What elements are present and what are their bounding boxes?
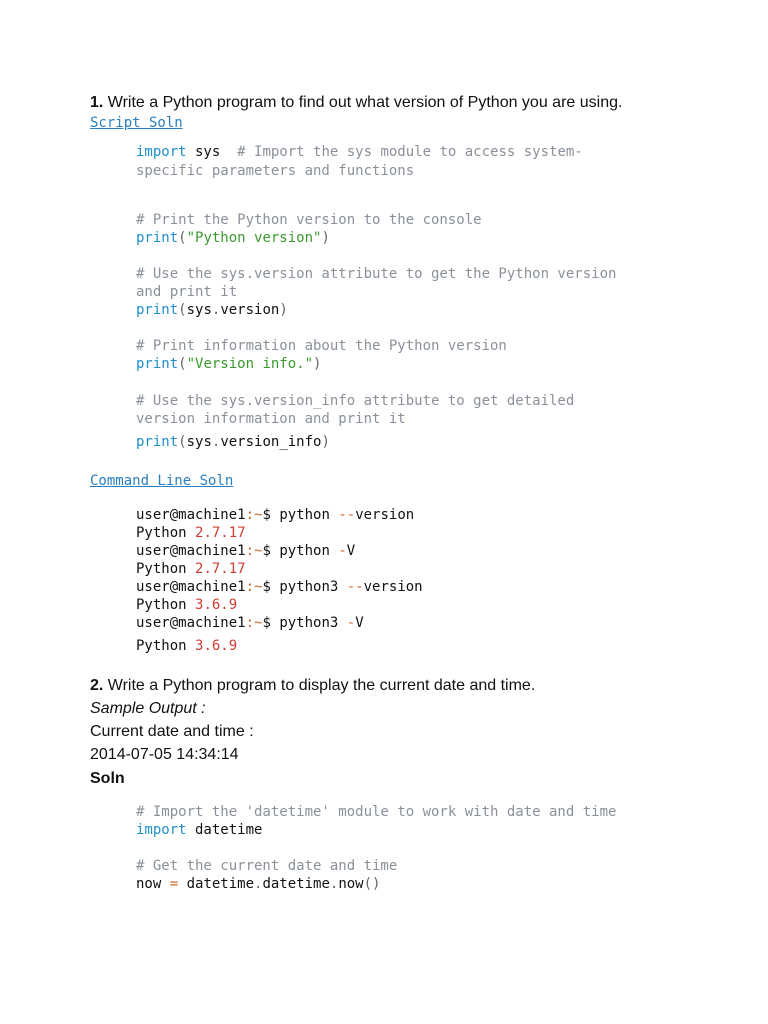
function-name: print <box>136 230 179 246</box>
prompt-tilde: ~ <box>254 579 263 595</box>
code-comment: specific parameters and functions <box>136 163 415 179</box>
paren: ) <box>321 434 330 450</box>
sample-output-line: Current date and time : <box>90 723 254 740</box>
command: python3 <box>279 615 347 631</box>
code-line <box>136 433 330 451</box>
soln-label: Soln <box>90 770 125 787</box>
question-text: Write a Python program to display the current date and time. <box>103 677 536 694</box>
prompt-dollar: $ <box>262 507 280 523</box>
identifier: version <box>220 302 280 318</box>
prompt-colon: : <box>245 615 255 631</box>
version-number: 3.6.9 <box>195 638 238 654</box>
module-name: datetime <box>186 822 263 838</box>
paren: ) <box>279 302 288 318</box>
code-line <box>136 265 616 283</box>
flag-name: V <box>346 543 356 559</box>
prompt-dollar: $ <box>262 543 280 559</box>
dot: . <box>329 876 339 892</box>
question-1-heading <box>90 93 622 113</box>
version-number: 2.7.17 <box>195 525 246 541</box>
function-name: print <box>136 302 179 318</box>
flag-dashes: -- <box>346 579 364 595</box>
identifier: now <box>136 876 170 892</box>
code-line <box>136 162 414 180</box>
command: python <box>279 543 339 559</box>
function-name: print <box>136 356 179 372</box>
code-comment: # Use the sys.version_info attribute to get detailed <box>136 393 575 409</box>
flag-name: V <box>355 615 364 631</box>
version-number: 2.7.17 <box>195 561 246 577</box>
question-number: 1. <box>90 94 104 111</box>
code-comment: # Print information about the Python version <box>136 338 507 354</box>
prompt-colon: : <box>245 579 255 595</box>
question-text: Write a Python program to find out what version of Python you are using. <box>103 94 623 111</box>
paren: ( <box>178 230 187 246</box>
prompt-dollar: $ <box>262 579 280 595</box>
dot: . <box>211 434 221 450</box>
code-comment: # Get the current date and time <box>136 858 398 874</box>
code-line <box>136 283 237 301</box>
flag-name: version <box>355 507 415 523</box>
script-soln-link[interactable]: Script Soln <box>90 115 183 131</box>
code-line <box>136 875 380 893</box>
question-2-heading <box>90 676 535 696</box>
terminal-output-line <box>136 524 246 542</box>
code-comment: # Use the sys.version attribute to get the Python version <box>136 266 617 282</box>
terminal-command-line <box>136 542 355 560</box>
output-label: Python <box>136 525 196 541</box>
code-line <box>136 301 288 319</box>
prompt-colon: : <box>245 543 255 559</box>
code-line <box>136 211 482 229</box>
terminal-command-line <box>136 506 414 524</box>
flag-name: version <box>363 579 423 595</box>
command: python3 <box>279 579 347 595</box>
code-comment: # Import the 'datetime' module to work with date and time <box>136 804 617 820</box>
prompt-dollar: $ <box>262 615 280 631</box>
paren: ) <box>321 230 330 246</box>
flag-dashes: - <box>346 615 356 631</box>
code-comment: # Print the Python version to the console <box>136 212 482 228</box>
prompt-user: user@machine1 <box>136 507 246 523</box>
output-label: Python <box>136 561 196 577</box>
prompt-tilde: ~ <box>254 615 263 631</box>
output-label: Python <box>136 597 196 613</box>
output-label: Python <box>136 638 196 654</box>
identifier: now <box>338 876 364 892</box>
code-line <box>136 229 330 247</box>
sample-output-line: 2014-07-05 14:34:14 <box>90 746 239 763</box>
identifier: version_info <box>220 434 322 450</box>
identifier: datetime <box>178 876 255 892</box>
version-number: 3.6.9 <box>195 597 238 613</box>
code-comment: and print it <box>136 284 238 300</box>
prompt-tilde: ~ <box>254 507 263 523</box>
code-line <box>136 337 507 355</box>
dot: . <box>254 876 263 892</box>
identifier: sys <box>186 434 212 450</box>
code-line <box>136 821 262 839</box>
paren: ( <box>178 302 187 318</box>
terminal-output-line <box>136 637 237 655</box>
code-line <box>136 143 583 161</box>
paren: ) <box>313 356 322 372</box>
flag-dashes: -- <box>338 507 356 523</box>
keyword: import <box>136 144 187 160</box>
keyword: import <box>136 822 187 838</box>
code-line <box>136 355 321 373</box>
prompt-colon: : <box>245 507 255 523</box>
code-line <box>136 410 406 428</box>
terminal-command-line <box>136 578 423 596</box>
paren: ( <box>178 434 187 450</box>
prompt-user: user@machine1 <box>136 579 246 595</box>
question-number: 2. <box>90 677 104 694</box>
code-comment: # Import the sys module to access system- <box>220 144 583 160</box>
command: python <box>279 507 339 523</box>
terminal-output-line <box>136 596 237 614</box>
prompt-tilde: ~ <box>254 543 263 559</box>
paren: () <box>363 876 381 892</box>
code-line <box>136 392 574 410</box>
terminal-output-line <box>136 560 246 578</box>
module-name: sys <box>186 144 221 160</box>
operator: = <box>169 876 179 892</box>
code-comment: version information and print it <box>136 411 406 427</box>
flag-dashes: - <box>338 543 347 559</box>
code-line <box>136 803 616 821</box>
identifier: sys <box>186 302 212 318</box>
prompt-user: user@machine1 <box>136 615 246 631</box>
identifier: datetime <box>262 876 330 892</box>
string-literal: "Version info." <box>186 356 314 372</box>
sample-output-label: Sample Output : <box>90 700 206 717</box>
code-line <box>136 857 397 875</box>
paren: ( <box>178 356 187 372</box>
prompt-user: user@machine1 <box>136 543 246 559</box>
terminal-command-line <box>136 614 364 632</box>
function-name: print <box>136 434 179 450</box>
command-line-soln-link[interactable]: Command Line Soln <box>90 473 234 489</box>
string-literal: "Python version" <box>186 230 322 246</box>
dot: . <box>211 302 221 318</box>
